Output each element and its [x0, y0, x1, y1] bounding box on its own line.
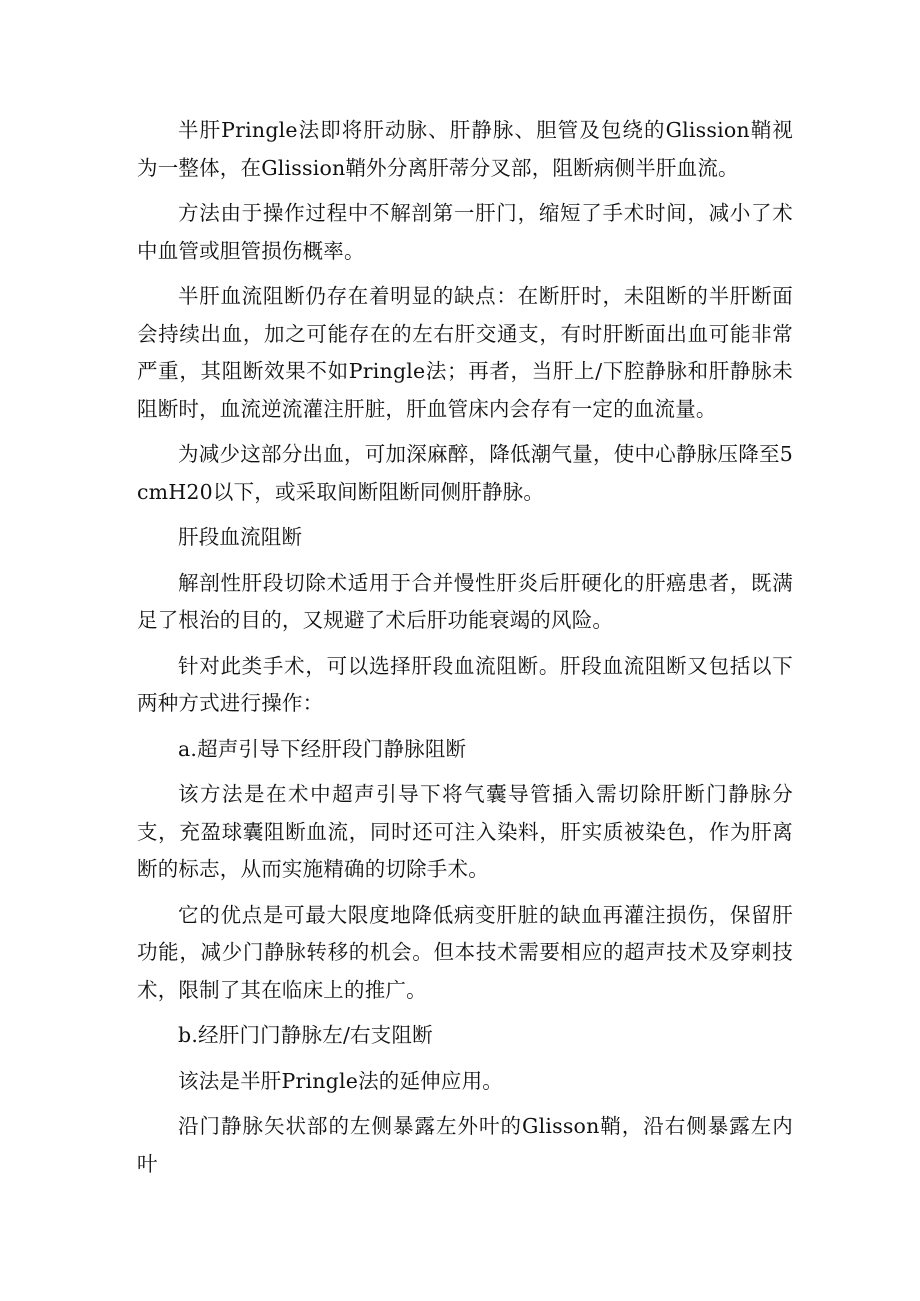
paragraph: 半肝Pringle法即将肝动脉、肝静脉、胆管及包绕的Glission鞘视为一整体，在Glission鞘外分离肝蒂分叉部，阻断病侧半肝血流。	[137, 118, 793, 180]
section-heading: b.经肝门门静脉左/右支阻断	[178, 1023, 433, 1047]
paragraph: 为减少这部分出血，可加深麻醉，降低潮气量，使中心静脉压降至5cmH20以下，或采取间断阻断同侧肝静脉。	[137, 442, 793, 504]
section-heading: a.超声引导下经肝段门静脉阻断	[178, 736, 467, 761]
paragraph: 该法是半肝Pringle法的延伸应用。	[178, 1068, 503, 1093]
paragraph: 针对此类手术，可以选择肝段血流阻断。肝段血流阻断又包括以下两种方式进行操作：	[137, 653, 793, 715]
paragraph: 方法由于操作过程中不解剖第一肝门，缩短了手术时间，减小了术中血管或胆管损伤概率。	[137, 201, 793, 263]
paragraph: 半肝血流阻断仍存在着明显的缺点：在断肝时，未阻断的半肝断面会持续出血，加之可能存在的左右肝交通支，有时肝断面出血可能非常严重，其阻断效果不如Pringle法；再者，当肝上/下腔静脉和肝静脉未阻断时，血流逆流灌注肝脏，肝血管床内会存有一定的血流量。	[137, 284, 793, 421]
section-heading: 肝段血流阻断	[178, 525, 303, 549]
paragraph: 沿门静脉矢状部的左侧暴露左外叶的Glisson鞘，沿右侧暴露左内叶	[137, 1114, 793, 1176]
paragraph: 该方法是在术中超声引导下将气囊导管插入需切除肝断门静脉分支，充盈球囊阻断血流，同时还可注入染料，肝实质被染色，作为肝离断的标志，从而实施精确的切除手术。	[137, 782, 793, 881]
paragraph: 解剖性肝段切除术适用于合并慢性肝炎后肝硬化的肝癌患者，既满足了根治的目的，又规避了术后肝功能衰竭的风险。	[137, 570, 793, 632]
paragraph: 它的优点是可最大限度地降低病变肝脏的缺血再灌注损伤，保留肝功能，减少门静脉转移的机会。但本技术需要相应的超声技术及穿刺技术，限制了其在临床上的推广。	[137, 902, 793, 1002]
document-body	[137, 112, 793, 1191]
